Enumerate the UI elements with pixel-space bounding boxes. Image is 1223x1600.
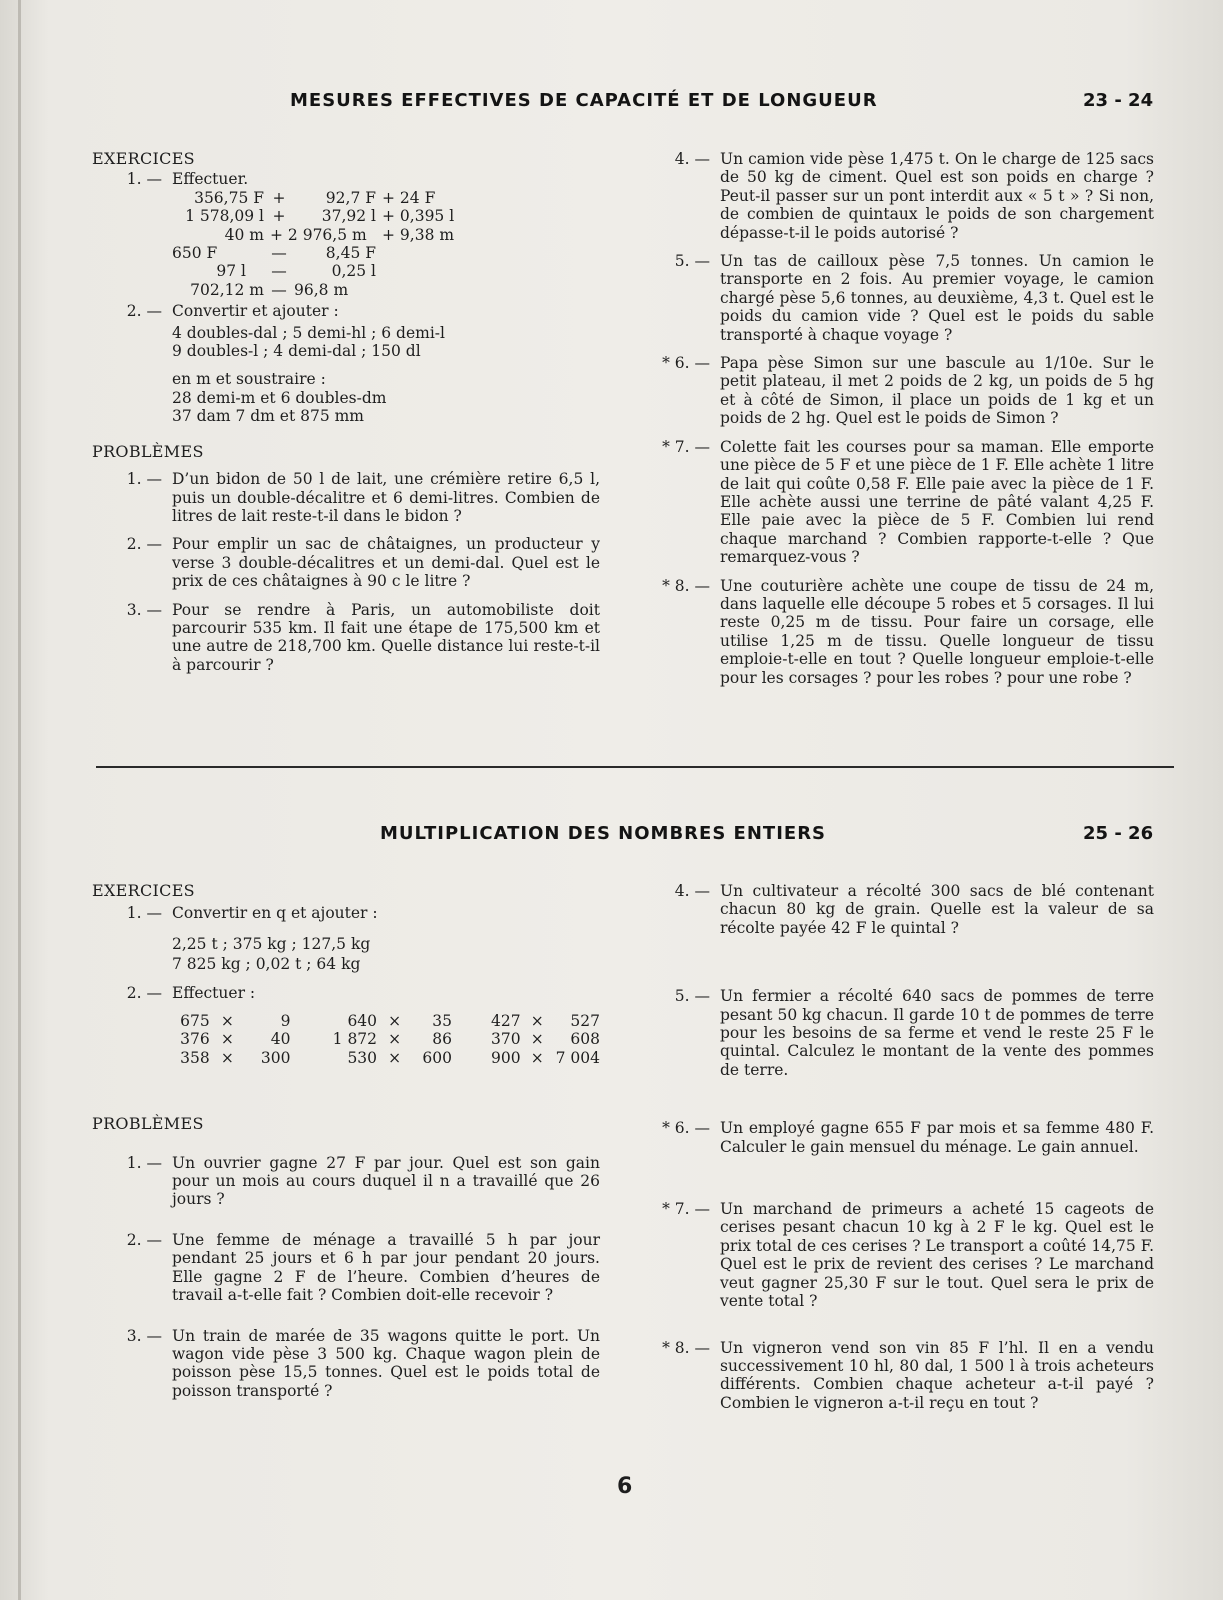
times-sign: × [220, 1012, 234, 1031]
problem-label: 4. — [674, 882, 710, 900]
problem-label: 1. — [126, 470, 162, 489]
table-cell: 7 004 [555, 1048, 600, 1067]
problem-label: * 8. — [662, 576, 710, 595]
problem-label: * 8. — [662, 1338, 710, 1357]
exercise-line: 7 825 kg ; 0,02 t ; 64 kg [172, 955, 361, 974]
top-section-pages: 23 - 24 [1083, 90, 1154, 111]
problem-item [92, 1154, 600, 1209]
exercise-line: 28 demi-m et 6 doubles-dm [172, 388, 387, 407]
table-cell: 675 [180, 1012, 210, 1031]
table-cell: + 9,38 m [382, 225, 455, 244]
problem-text: Un employé gagne 655 F par mois et sa femme 480 F. Calculer le gain mensuel du ménage. Le gain annuel. [720, 1119, 1154, 1156]
problem-text: Un fermier a récolté 640 sacs de pommes de terre pesant 50 kg chacun. Il garde 10 t de pommes de terre pour les besoins de sa ferme et vend le reste 25 F le quintal. Calculez le montant de la vente des pommes de terre. [720, 987, 1154, 1079]
problem-text: Un marchand de primeurs a acheté 15 cageots de cerises pesant chacun 10 kg à 2 F le kg. Quel est le prix total de ces cerises ? Le transport a coûté 14,75 F. Quel est le prix de revient des cerises ? Le marchand veut gagner 25,30 F sur le tout. Quel sera le prix de vente total ? [720, 1200, 1154, 1311]
problem-label: 1. — [126, 1153, 162, 1172]
table-cell: 608 [570, 1030, 600, 1049]
exercices-heading: EXERCICES [92, 149, 195, 168]
section-divider [96, 766, 1174, 768]
table-cell: 40 [270, 1030, 291, 1049]
problem-label: 3. — [126, 600, 162, 619]
exercise-label: 1. — [126, 170, 162, 189]
table-cell: 37,92 l [321, 207, 376, 226]
table-cell: 900 [491, 1048, 521, 1067]
exercices-heading: EXERCICES [92, 881, 195, 900]
table-row [172, 281, 454, 299]
problem-label: 4. — [674, 150, 710, 168]
exercise-label: 1. — [126, 904, 162, 923]
problem-item [640, 438, 1154, 567]
table-cell: 1 872 [332, 1030, 378, 1049]
problem-item [640, 252, 1154, 344]
table-cell: 92,7 F [325, 188, 376, 207]
table-cell: 530 [347, 1048, 378, 1067]
table-cell: 86 [432, 1030, 452, 1049]
problem-text: D’un bidon de 50 l de lait, une crémière retire 6,5 l, puis un double-décalitre et 6 demi-litres. Combien de litres de lait reste-t-il dans le bidon ? [172, 470, 600, 525]
problem-text: Pour emplir un sac de châtaignes, un producteur y verse 3 double-décalitres et un demi-dal. Quel est le prix de ces châtaignes à 90 c le litre ? [172, 535, 600, 591]
table-cell: 356,75 F [194, 188, 264, 207]
problem-text: Un camion vide pèse 1,475 t. On le charge de 125 sacs de 50 kg de ciment. Quel est son poids en charge ? Peut-il passer sur un pont interdit aux « 5 t » ? Si non, de combien de quintaux le poids de son chargement dépasse-t-il le poids autorisé ? [720, 150, 1154, 242]
table-cell: 96,8 m [294, 280, 349, 299]
times-sign: × [388, 1012, 402, 1031]
table-cell: 40 m [224, 225, 264, 244]
binding-edge [18, 0, 21, 1600]
table-cell: 702,12 m [190, 280, 264, 299]
problem-label: * 7. — [662, 1200, 710, 1219]
problem-item [640, 354, 1154, 428]
table-cell: 376 [180, 1030, 210, 1049]
problem-label: 5. — [674, 987, 710, 1006]
page-number: 6 [617, 1474, 633, 1499]
table-row [172, 1012, 600, 1030]
problem-item [640, 1339, 1154, 1413]
times-sign: × [220, 1030, 234, 1049]
times-sign: × [530, 1012, 544, 1031]
table-row [172, 189, 454, 207]
bottom-left-column [92, 882, 600, 1410]
exercise-title: Convertir et ajouter : [172, 302, 339, 321]
problem-item [92, 1231, 600, 1305]
problem-text: Un ouvrier gagne 27 F par jour. Quel est son gain pour un mois au cours duquel il n a travaillé que 26 jours ? [172, 1153, 600, 1209]
problem-item [92, 1327, 600, 1401]
bottom-right-column [640, 882, 1154, 1422]
problem-item [640, 577, 1154, 687]
problem-item [92, 535, 600, 590]
problem-text: Papa pèse Simon sur une bascule au 1/10e. Sur le petit plateau, il met 2 poids de 2 kg, un poids de 5 hg et à côté de Simon, il place un poids de 1 kg et un poids de 2 hg. Quel est le poids de Simon ? [720, 354, 1154, 428]
table-row [172, 244, 454, 262]
table-row [172, 207, 454, 225]
times-sign: × [388, 1048, 402, 1067]
table-cell: 0,25 l [331, 262, 376, 281]
problem-text: Colette fait les courses pour sa maman. Elle emporte une pièce de 5 F et une pièce de 1 F. Elle achète 1 litre de lait qui coûte 0,58 F. Elle paie avec la pièce de 1 F. Elle achète aussi une terrine de pâté valant 4,25 F. Elle paie avec la pièce de 5 F. Combien lui rend chaque marchand ? Combien rapporte-t-elle ? Que remarquez-vous ? [720, 437, 1154, 567]
table-cell: 300 [260, 1048, 291, 1067]
addition-table [172, 189, 454, 299]
problem-item [640, 1119, 1154, 1156]
problems-heading: PROBLÈMES [92, 441, 204, 461]
problem-label: * 7. — [662, 437, 710, 456]
table-cell: — [271, 244, 287, 263]
table-cell: 358 [180, 1048, 210, 1067]
times-sign: × [220, 1048, 234, 1067]
exercise-2 [92, 302, 600, 320]
table-cell: 427 [491, 1012, 521, 1031]
problem-label: 3. — [126, 1326, 162, 1345]
top-section-title: MESURES EFFECTIVES DE CAPACITÉ ET DE LONGUEUR [290, 90, 878, 111]
table-cell: 600 [422, 1048, 452, 1067]
problem-item [640, 1200, 1154, 1310]
problem-label: 2. — [126, 1230, 162, 1249]
problem-label: * 6. — [662, 354, 710, 373]
exercise-line: 37 dam 7 dm et 875 mm [172, 407, 365, 426]
top-right-column [640, 150, 1154, 697]
problem-text: Un tas de cailloux pèse 7,5 tonnes. Un camion le transporte en 2 fois. Au premier voyage, le camion chargé pèse 5,6 tonnes, au deuxième, 4,3 t. Quel est le poids du camion vide ? Quel est le poids du sable transporté à chaque voyage ? [720, 252, 1154, 344]
problem-text: Une femme de ménage a travaillé 5 h par jour pendant 25 jours et 6 h par jour pendant 20 jours. Elle gagne 2 F de l’heure. Combien d’heures de travail a-t-elle fait ? Combien doit-elle recevoir ? [172, 1230, 600, 1305]
table-cell: 370 [491, 1030, 521, 1049]
problem-item [640, 882, 1154, 937]
table-cell: + [272, 188, 286, 207]
exercise-line: 4 doubles-dal ; 5 demi-hl ; 6 demi-l [172, 323, 445, 342]
times-sign: × [388, 1030, 402, 1049]
exercise-1 [92, 170, 600, 188]
problem-label: * 6. — [662, 1119, 710, 1138]
table-row [172, 1030, 600, 1048]
problem-text: Une couturière achète une coupe de tissu de 24 m, dans laquelle elle découpe 5 robes et 5 corsages. Il lui reste 0,25 m de tissu. Pour faire un corsage, elle utilise 1,25 m de tissu. Quelle longueur de tissu emploie-t-elle en tout ? Quelle longueur emploie-t-elle pour les corsages ? pour les robes ? pour une robe ? [720, 576, 1154, 687]
table-cell: 1 578,09 l [185, 207, 264, 226]
table-row [172, 226, 454, 244]
bottom-section-pages: 25 - 26 [1083, 823, 1154, 844]
problem-text: Un vigneron vend son vin 85 F l’hl. Il en a vendu successivement 10 hl, 80 dal, 1 500 l à trois acheteurs différents. Combien chaque acheteur a-t-il payé ? Combien le vigneron a-t-il reçu en tout ? [720, 1338, 1154, 1412]
table-row [172, 1049, 600, 1067]
problem-item [640, 987, 1154, 1079]
table-cell: 8,45 F [325, 244, 376, 263]
problem-item [92, 601, 600, 675]
table-cell: 97 l [216, 262, 246, 281]
table-cell: 35 [432, 1012, 452, 1031]
table-cell: + 2 976,5 m [270, 225, 367, 244]
table-cell: 640 [347, 1012, 378, 1031]
table-cell: — [271, 280, 287, 299]
table-cell: 9 [280, 1012, 291, 1031]
top-left-column [92, 150, 600, 684]
problems-heading: PROBLÈMES [92, 1114, 204, 1134]
table-cell: + [272, 207, 286, 226]
table-cell: 650 F [172, 244, 218, 263]
problem-item [640, 150, 1154, 242]
table-cell: 527 [570, 1012, 600, 1031]
problem-text: Pour se rendre à Paris, un automobiliste doit parcourir 535 km. Il fait une étape de 175,500 km et une autre de 218,700 km. Quelle distance lui reste-t-il à parcourir ? [172, 600, 600, 674]
table-row [172, 262, 454, 280]
times-sign: × [530, 1030, 544, 1049]
exercise-title: Effectuer. [172, 170, 249, 189]
exercise-title: Convertir en q et ajouter : [172, 904, 378, 923]
exercise-1 [92, 904, 600, 922]
exercise-subtitle: en m et soustraire : [172, 370, 326, 389]
exercise-title: Effectuer : [172, 983, 256, 1002]
exercise-line: 9 doubles-l ; 4 demi-dal ; 150 dl [172, 342, 421, 361]
times-sign: × [530, 1048, 544, 1067]
bottom-section-title: MULTIPLICATION DES NOMBRES ENTIERS [380, 823, 827, 844]
problem-label: 5. — [674, 252, 710, 271]
exercise-label: 2. — [126, 983, 162, 1002]
problem-text: Un train de marée de 35 wagons quitte le port. Un wagon vide pèse 3 500 kg. Chaque wagon plein de poisson pèse 15,5 tonnes. Quel est le poids total de poisson transporté ? [172, 1326, 600, 1400]
table-cell: — [271, 262, 287, 281]
problem-label: 2. — [126, 535, 162, 554]
table-cell: + 24 F [382, 188, 436, 207]
problem-item [92, 470, 600, 525]
exercise-2 [92, 984, 600, 1002]
exercise-line: 2,25 t ; 375 kg ; 127,5 kg [172, 934, 371, 953]
problem-text: Un cultivateur a récolté 300 sacs de blé contenant chacun 80 kg de grain. Quelle est la valeur de sa récolte payée 42 F le quintal ? [720, 882, 1154, 937]
exercise-label: 2. — [126, 302, 162, 321]
multiplication-table [172, 1012, 600, 1067]
table-cell: + 0,395 l [382, 207, 455, 226]
